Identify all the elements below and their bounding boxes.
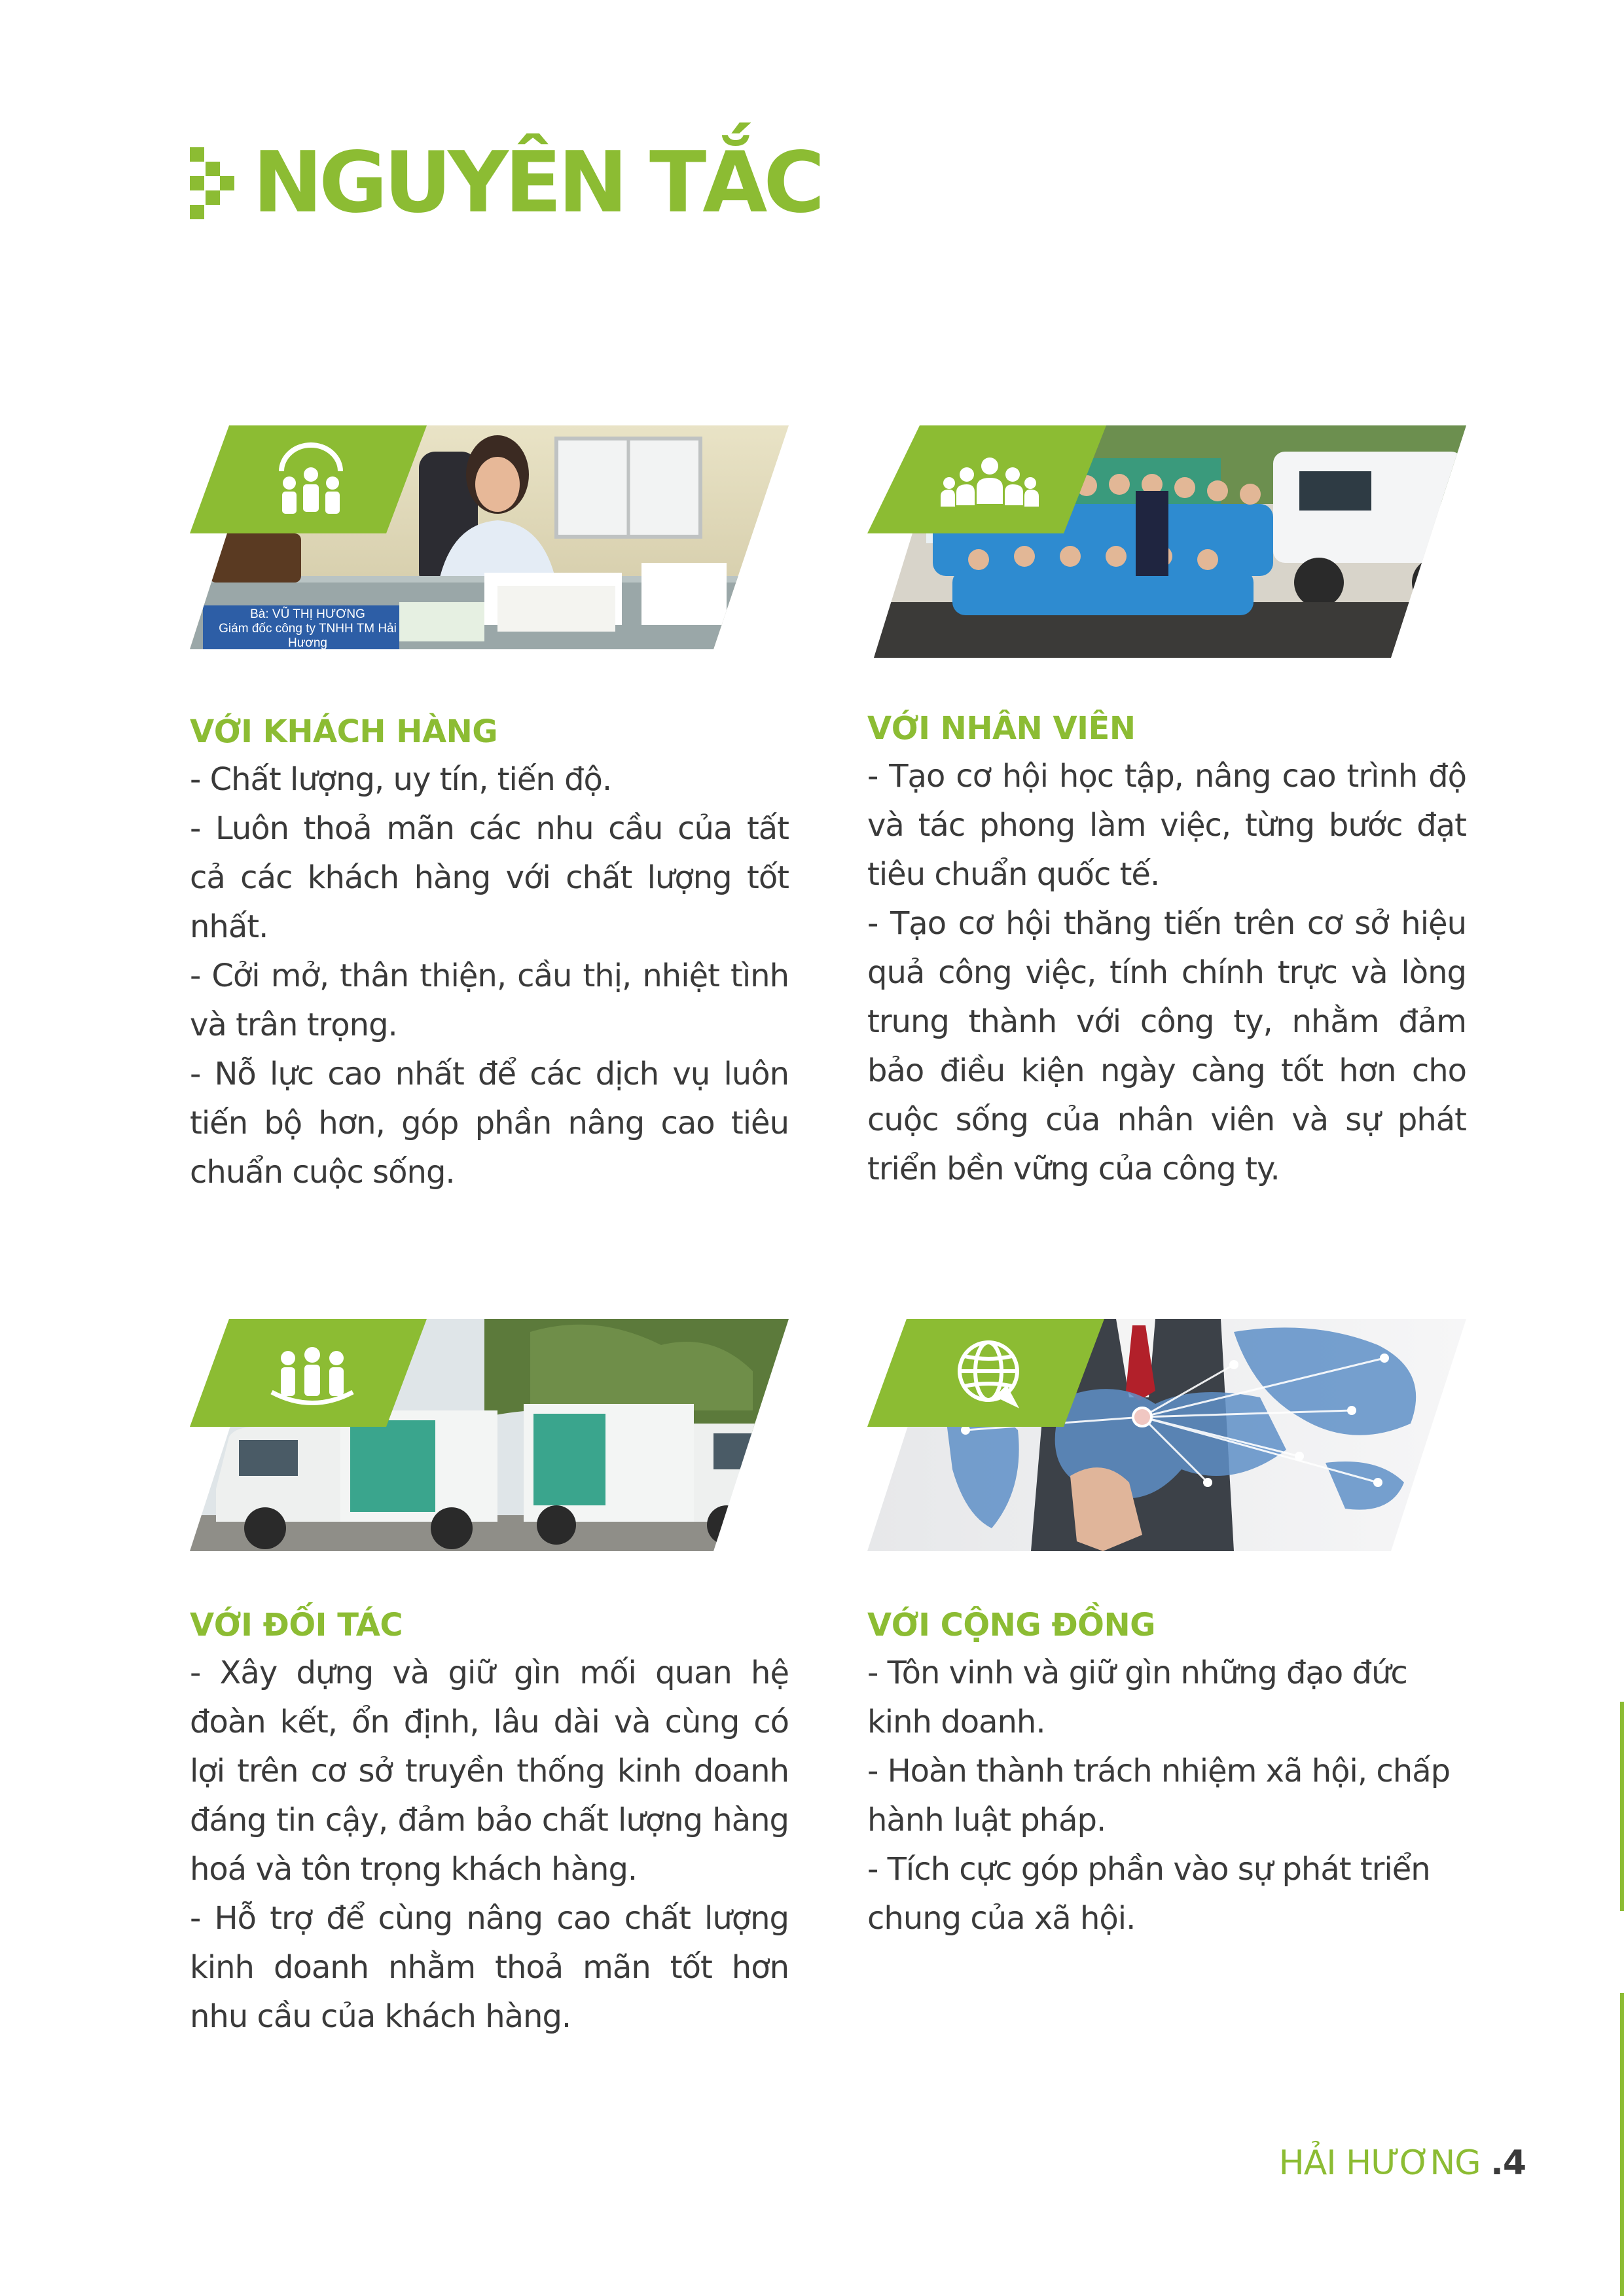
page-footer xyxy=(1279,2144,1526,2183)
footer-brand: HẢI HƯƠNG xyxy=(1278,2144,1481,2183)
caption-title: Giám đốc công ty TNHH TM Hải Hương xyxy=(219,622,397,650)
section-heading: VỚI CỘNG ĐỒNG xyxy=(867,1607,1156,1643)
paragraph: - Nỗ lực cao nhất để các dịch vụ luôn tiến bộ hơn, góp phần nâng cao tiêu chuẩn cuộc sống. xyxy=(190,1056,789,1191)
caption-name: Bà: VŨ THỊ HƯƠNG xyxy=(250,607,365,621)
photo-caption xyxy=(200,607,416,651)
section-heading: VỚI NHÂN VIÊN xyxy=(867,710,1136,747)
page-number: .4 xyxy=(1490,2144,1526,2183)
section-heading: VỚI KHÁCH HÀNG xyxy=(190,713,498,750)
page-header xyxy=(190,134,821,232)
paragraph: - Xây dựng và giữ gìn mối quan hệ đoàn kết, ổn định, lâu dài và cùng có lợi trên cơ sở truyền thống kinh doanh đáng tin cậy, đảm bảo chất lượng hàng hoá và tôn trọng khách hàng. xyxy=(190,1655,789,1888)
section-employees xyxy=(867,710,1466,1194)
paragraph: - Tạo cơ hội học tập, nâng cao trình độ và tác phong làm việc, từng bước đạt tiêu chuẩn quốc tế. xyxy=(867,758,1466,893)
edge-tab xyxy=(1620,1993,1624,2296)
paragraph: - Tích cực góp phần vào sự phát triển chung của xã hội. xyxy=(867,1851,1430,1937)
edge-tab xyxy=(1620,1702,1624,1911)
paragraph: - Hỗ trợ để cùng nâng cao chất lượng kinh doanh nhằm thoả mãn tốt hơn nhu cầu của khách hàng. xyxy=(190,1900,789,2035)
paragraph: - Chất lượng, uy tín, tiến độ. xyxy=(190,761,612,798)
community-photo xyxy=(867,1319,1470,1551)
arrow-marker-icon xyxy=(190,147,236,219)
partners-icon xyxy=(272,1347,353,1403)
section-partners xyxy=(190,1607,789,2041)
section-customers xyxy=(190,713,789,1197)
partner-photo xyxy=(190,1319,792,1551)
staff-photo xyxy=(867,425,1470,658)
paragraph: - Luôn thoả mãn các nhu cầu của tất cả các khách hàng với chất lượng tốt nhất. xyxy=(190,810,789,945)
section-heading: VỚI ĐỐI TÁC xyxy=(190,1607,403,1643)
paragraph: - Hoàn thành trách nhiệm xã hội, chấp hành luật pháp. xyxy=(867,1753,1451,1839)
paragraph: - Tạo cơ hội thăng tiến trên cơ sở hiệu quả công việc, tính chính trực và lòng trung thành với công ty, nhằm đảm bảo điều kiện ngày càng tốt hơn cho cuộc sống của nhân viên và sự phát triển bền vững của công ty. xyxy=(867,905,1466,1187)
paragraph: - Tôn vinh và giữ gìn những đạo đức kinh doanh. xyxy=(867,1655,1407,1740)
paragraph: - Cởi mở, thân thiện, cầu thị, nhiệt tình và trân trọng. xyxy=(190,958,789,1043)
section-community xyxy=(867,1607,1466,1943)
page-title: NGUYÊN TẮC xyxy=(253,134,821,232)
